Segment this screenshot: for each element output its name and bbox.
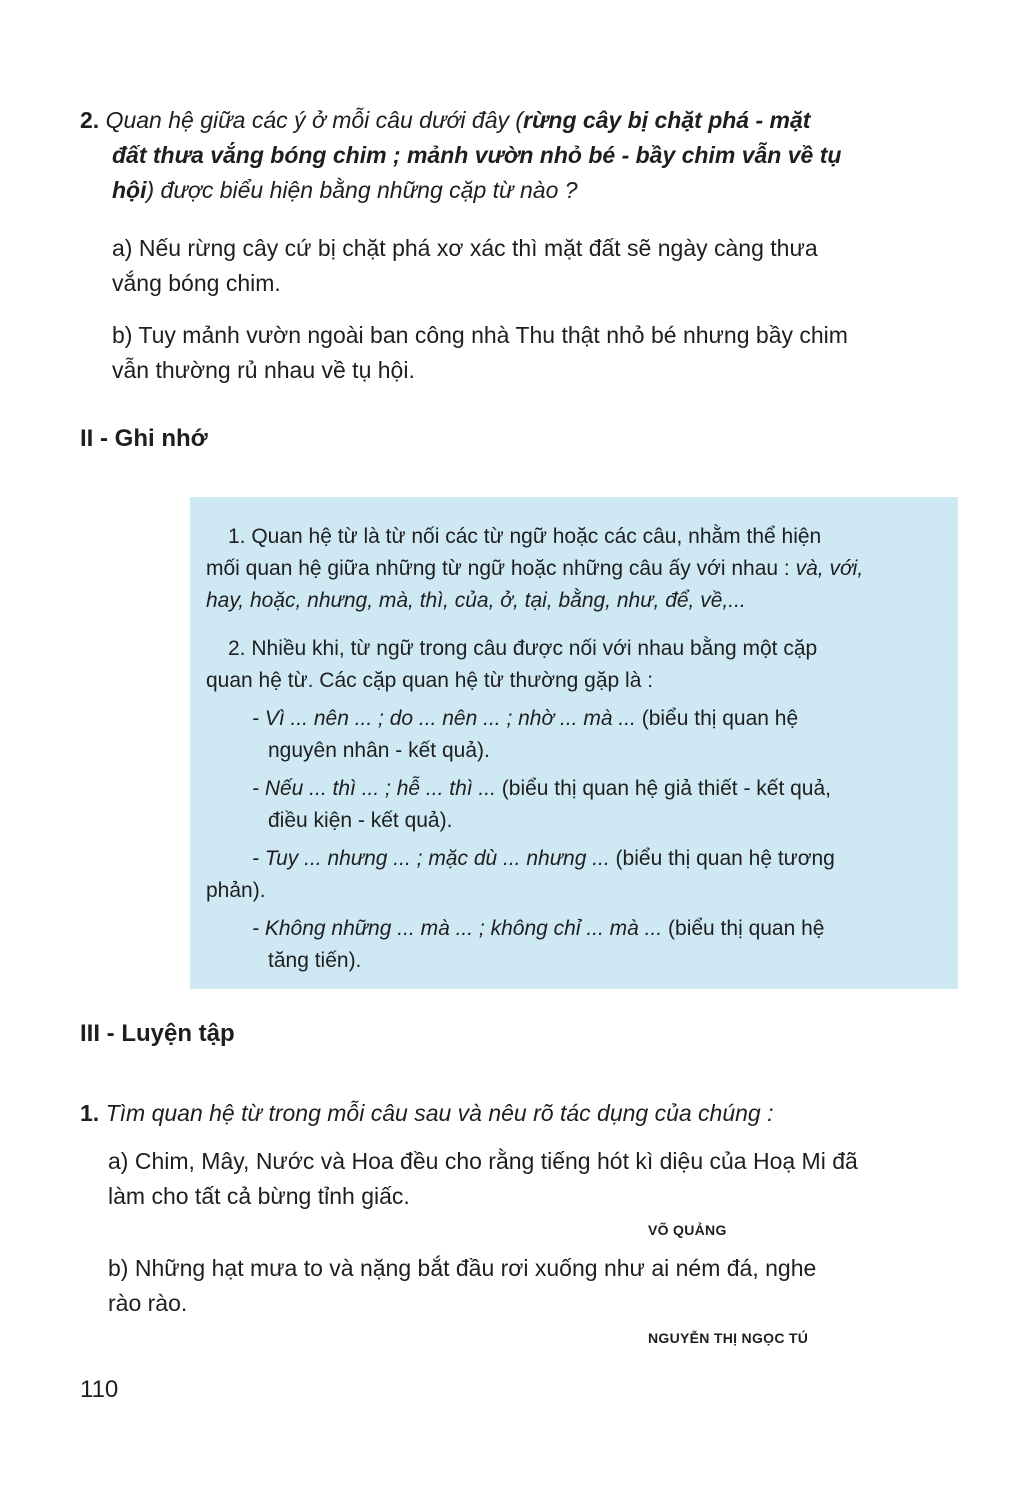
memo-item1-plain: (biểu thị quan hệ [635, 707, 799, 730]
memo-item1-line2: nguyên nhân - kết quả). [268, 739, 490, 762]
memo-item2-line2: điều kiện - kết quả). [268, 809, 453, 832]
ex1-a-author: VÕ QUẢNG [648, 1222, 727, 1238]
memo-item3-line1 [252, 843, 835, 875]
memo-p1-line2-plain: mối quan hệ giữa những từ ngữ hoặc những câu ấy với nhau : [206, 557, 796, 580]
ex1-b-line1: b) Những hạt mưa to và nặng bắt đầu rơi xuống như ai ném đá, nghe [108, 1255, 817, 1281]
q2-prompt-c: ) được biểu hiện bằng những cặp từ nào ? [146, 177, 578, 203]
memo-p1-line2-italic: và, với, [795, 557, 864, 580]
memo-item2-italic: - Nếu ... thì ... ; hễ ... thì ... [252, 777, 496, 800]
ex1-a-line1: a) Chim, Mây, Nước và Hoa đều cho rằng tiếng hót kì diệu của Hoạ Mi đã [108, 1148, 858, 1174]
memo-box [190, 497, 958, 989]
ex1-b-author: NGUYỄN THỊ NGỌC TÚ [648, 1330, 809, 1346]
memo-item4-line2: tăng tiến). [268, 949, 362, 972]
q2-prompt-line1 [80, 103, 970, 138]
section-ii-title: II - Ghi nhớ [80, 425, 208, 452]
q2-sentence-b-line2: vẫn thường rủ nhau về tụ hội. [112, 357, 415, 383]
memo-item4-plain: (biểu thị quan hệ [662, 917, 825, 940]
q2-prompt-bold1: rừng cây bị chặt phá - mặt [523, 107, 811, 133]
memo-p1-line2 [206, 553, 863, 585]
ex1-prompt [80, 1096, 774, 1131]
memo-p1-line3: hay, hoặc, nhưng, mà, thì, của, ở, tại, bằng, như, để, về,... [206, 589, 746, 612]
ex1-b-line2: rào rào. [108, 1290, 188, 1316]
memo-p1-line1: 1. Quan hệ từ là từ nối các từ ngữ hoặc các câu, nhằm thể hiện [228, 525, 822, 548]
memo-item1-italic: - Vì ... nên ... ; do ... nên ... ; nhờ ... mà ... [252, 707, 636, 730]
memo-item2-line1 [252, 773, 831, 805]
memo-item4-line1 [252, 913, 824, 945]
q2-sentence-b-line1: b) Tuy mảnh vườn ngoài ban công nhà Thu thật nhỏ bé nhưng bầy chim [112, 322, 848, 348]
ex1-number: 1. [80, 1100, 100, 1126]
q2-prompt-a: Quan hệ giữa các ý ở mỗi câu dưới đây ( [105, 107, 524, 133]
memo-item2-plain: (biểu thị quan hệ giả thiết - kết quả, [495, 777, 831, 800]
q2-number: 2. [80, 107, 100, 133]
q2-prompt-bold3: hội [112, 177, 147, 203]
q2-sentence-a-line1: a) Nếu rừng cây cứ bị chặt phá xơ xác thì mặt đất sẽ ngày càng thưa [112, 235, 818, 261]
memo-item3-plain: (biểu thị quan hệ tương [609, 847, 835, 870]
page-number: 110 [80, 1376, 119, 1403]
q2-sentence-a-line2: vắng bóng chim. [112, 270, 281, 296]
memo-item4-italic: - Không những ... mà ... ; không chỉ ... mà ... [252, 917, 663, 940]
memo-p2-line2: quan hệ từ. Các cặp quan hệ từ thường gặp là : [206, 669, 654, 692]
section-iii-title: III - Luyện tập [80, 1020, 235, 1047]
q2-prompt-line2: đất thưa vắng bóng chim ; mảnh vườn nhỏ bé - bầy chim vẫn về tụ [112, 142, 842, 168]
memo-p2-line1: 2. Nhiều khi, từ ngữ trong câu được nối với nhau bằng một cặp [228, 637, 818, 660]
ex1-prompt-text: Tìm quan hệ từ trong mỗi câu sau và nêu rõ tác dụng của chúng : [105, 1100, 774, 1126]
memo-item3-line2: phản). [206, 879, 266, 902]
memo-item3-italic: - Tuy ... nhưng ... ; mặc dù ... nhưng ... [252, 847, 610, 870]
ex1-a-line2: làm cho tất cả bừng tỉnh giấc. [108, 1183, 410, 1209]
memo-item1-line1 [252, 703, 798, 735]
q2-prompt-line3 [112, 173, 578, 208]
